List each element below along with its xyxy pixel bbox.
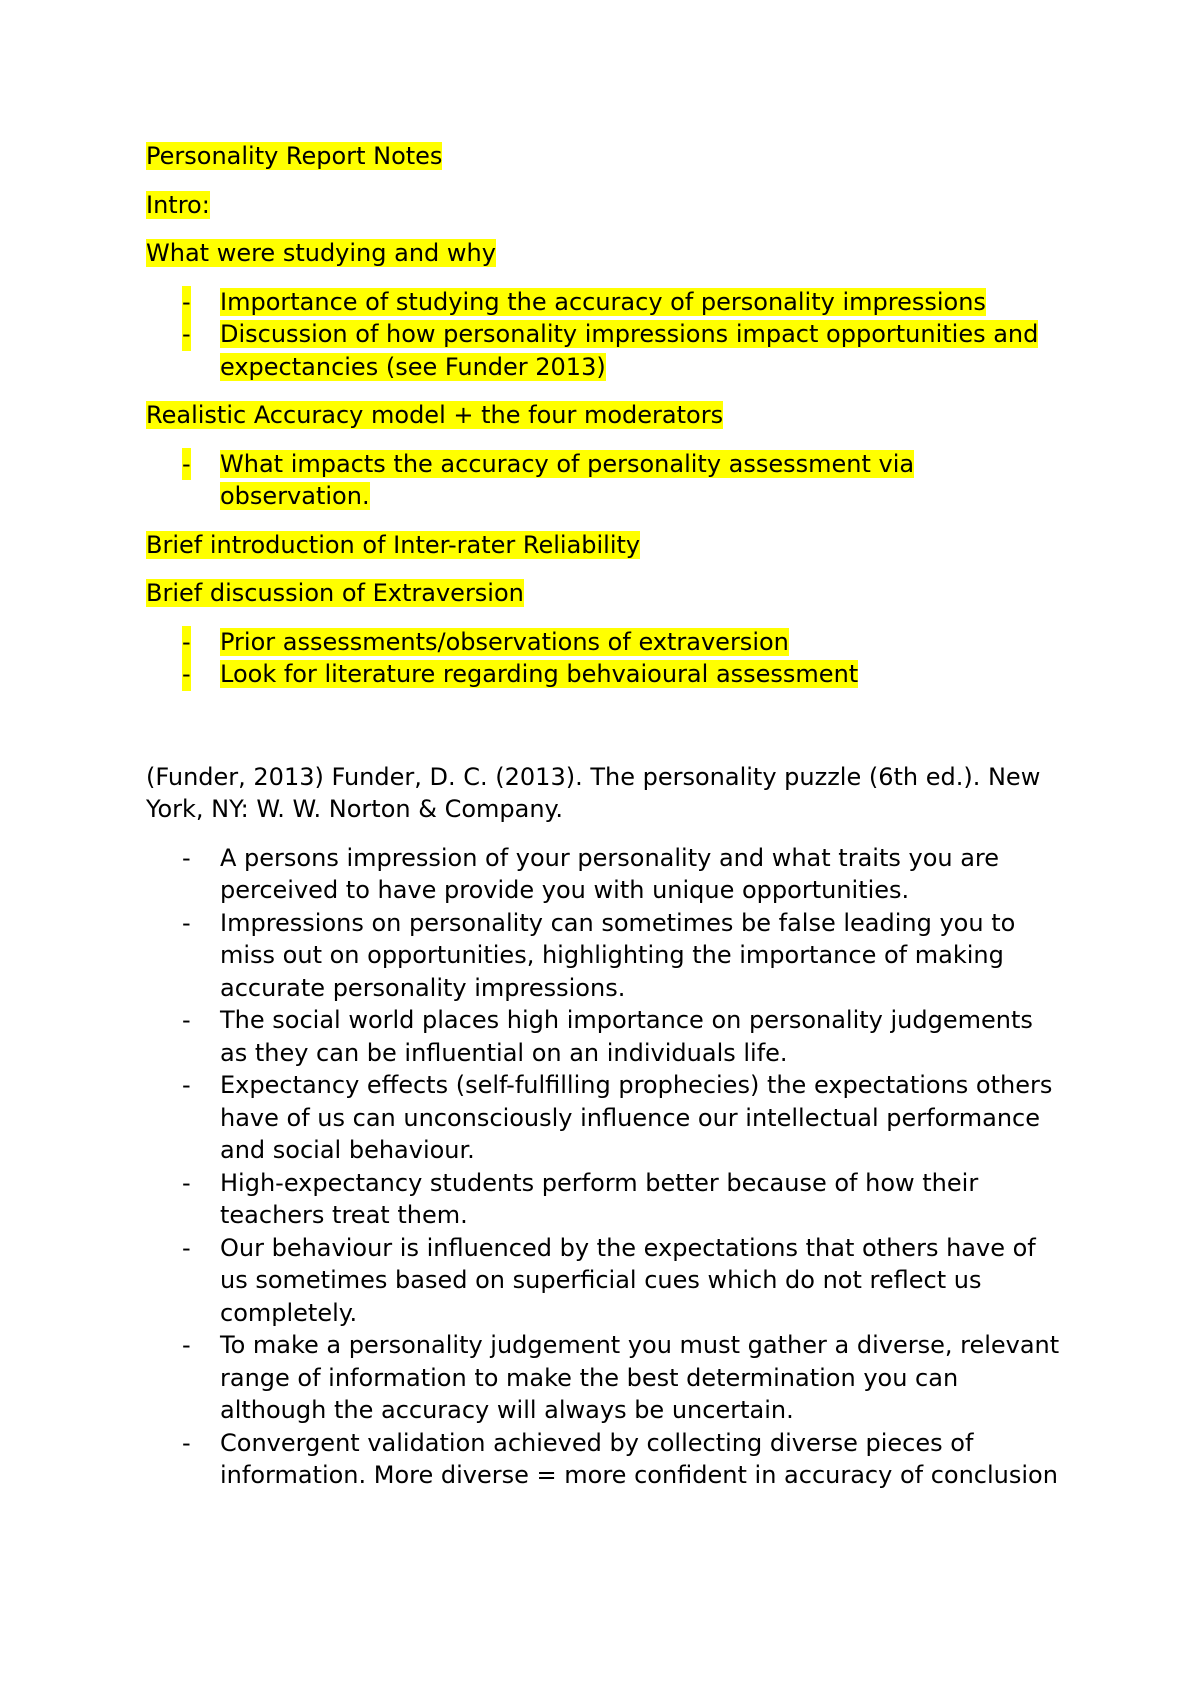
list-item: - Discussion of how personality impressions impact opportunities and expectancies (see Funder 2013) [182, 320, 1039, 381]
reference-citation: (Funder, 2013) Funder, D. C. (2013). The personality puzzle (6th ed.). New York, NY: W. W. Norton & Company. [146, 762, 1041, 823]
blank-space [146, 707, 1066, 761]
document-title: Personality Report Notes [146, 142, 443, 170]
list-item: - Expectancy effects (self-fulfilling prophecies) the expectations others have of us can unconsciously influence our intellectual performance and social behaviour. [182, 1071, 1053, 1164]
list-item: - Our behaviour is influenced by the expectations that others have of us sometimes based on superficial cues which do not reflect us completely. [182, 1233, 1036, 1327]
list-item: - What impacts the accuracy of personality assessment via observation. [182, 449, 915, 510]
document-body [146, 140, 1066, 1508]
ram-list [146, 448, 1066, 513]
list-item: - To make a personality judgement you must gather a diverse, relevant range of information to make the best determination you can although the accuracy will always be uncertain. [182, 1331, 1060, 1424]
section-heading-extraversion: Brief discussion of Extraversion [146, 579, 524, 607]
intro-heading: Intro: [146, 190, 210, 219]
what-list [146, 286, 1066, 384]
list-item: - A persons impression of your personality and what traits you are perceived to have provide you with unique opportunities. [182, 843, 1000, 904]
list-item: - Prior assessments/observations of extraversion [146, 626, 1066, 659]
list-item: - The social world places high importance on personality judgements as they can be influential on an individuals life. [182, 1006, 1033, 1067]
list-item: - High-expectancy students perform better because of how their teachers treat them. [182, 1168, 979, 1229]
extraversion-list [146, 626, 1066, 691]
list-item: - Convergent validation achieved by collecting diverse pieces of information. More diverse = more confident in accuracy of conclusion [182, 1428, 1058, 1489]
reference-points-list [146, 842, 1066, 1492]
list-item: - Look for literature regarding behvaioural assessment [146, 658, 1066, 691]
list-item: - Importance of studying the accuracy of personality impressions [146, 286, 1066, 319]
section-heading-ram: Realistic Accuracy model + the four moderators [146, 401, 724, 429]
list-item: - Impressions on personality can sometimes be false leading you to miss out on opportunities, highlighting the importance of making accurate personality impressions. [182, 908, 1016, 1002]
section-heading-irr: Brief introduction of Inter-rater Reliability [146, 530, 641, 559]
section-heading-what: What were studying and why [146, 239, 496, 267]
